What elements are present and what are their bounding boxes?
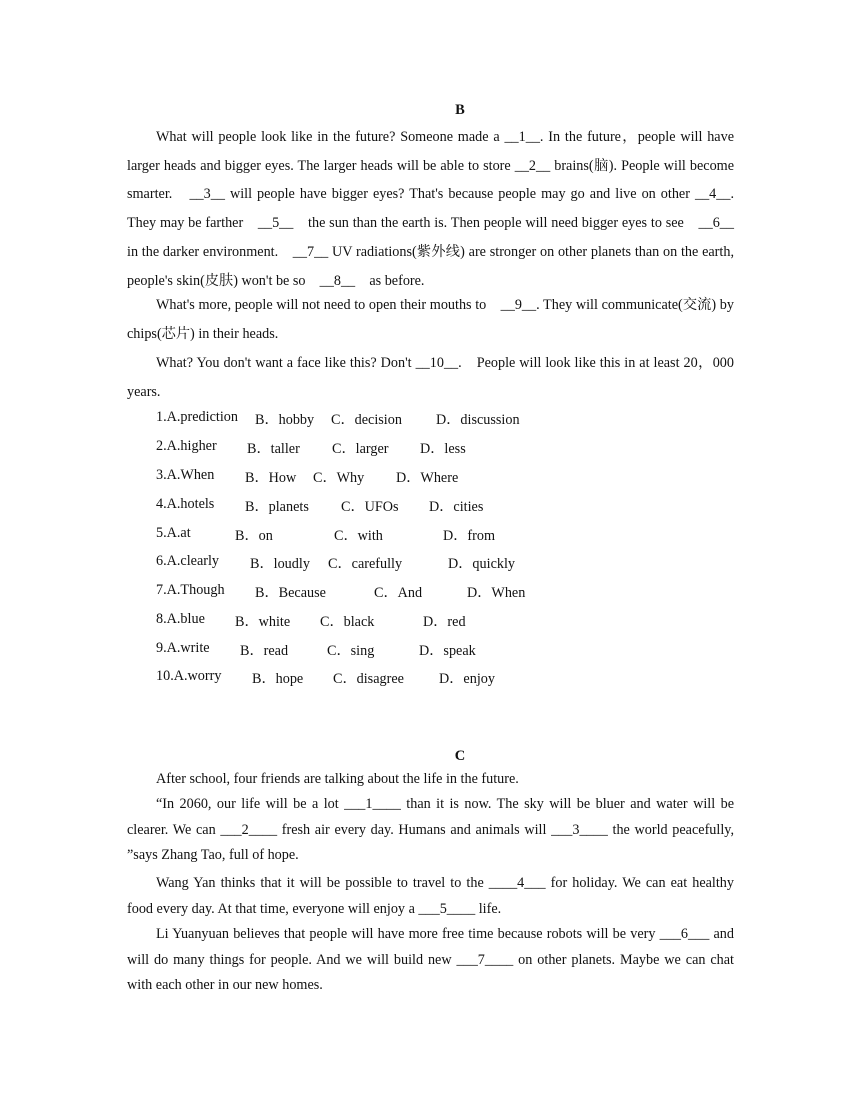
section-c-paragraph-4: Li Yuanyuan believes that people will have more free time because robots will be very ___6___ and will do many things for people. And we will build new ___7____ on other planets. Maybe we can chat with each other in our new homes. — [127, 926, 734, 994]
section-c-paragraph-1: After school, four friends are talking about the life in the future. — [156, 771, 519, 787]
option-9-b: B．read — [240, 643, 289, 659]
option-1-c: C．decision — [331, 412, 402, 428]
option-7-b: B．Because — [255, 585, 326, 601]
option-1-b: B．hobby — [255, 412, 315, 428]
option-10-c: C．disagree — [333, 671, 404, 687]
option-2-d: D．less — [420, 441, 466, 457]
option-2-b: B．taller — [247, 441, 300, 457]
option-4-d: D．cities — [429, 499, 484, 515]
option-9-a: 9.A.write — [156, 640, 210, 656]
option-4-a: 4.A.hotels — [156, 496, 215, 512]
option-2-c: C．larger — [332, 441, 389, 457]
section-b-paragraph-2: What's more, people will not need to open their mouths to __9__. They will communicate(交流) by chips(芯片) in their heads. — [127, 297, 734, 342]
option-5-d: D．from — [443, 528, 496, 544]
section-c-title: C — [454, 748, 466, 764]
option-3-a: 3.A.When — [156, 467, 215, 483]
option-10-a: 10.A.worry — [156, 668, 222, 684]
option-1-d: D．discussion — [436, 412, 520, 428]
option-9-d: D．speak — [419, 643, 476, 659]
option-6-b: B．loudly — [250, 556, 310, 572]
section-b-title: B — [455, 102, 465, 118]
section-c-paragraph-3: Wang Yan thinks that it will be possible to travel to the ____4___ for holiday. We can eat healthy food every day. At that time, everyone will enjoy a ___5____ life. — [127, 875, 734, 917]
option-2-a: 2.A.higher — [156, 438, 217, 454]
option-7-d: D．When — [467, 585, 526, 601]
section-b-paragraph-3: What? You don't want a face like this? Don't __10__. People will look like this in at least 20，000 years. — [127, 355, 734, 400]
option-8-c: C．black — [320, 614, 375, 630]
option-8-a: 8.A.blue — [156, 611, 205, 627]
option-3-c: C．Why — [313, 470, 365, 486]
option-3-d: D．Where — [396, 470, 459, 486]
option-4-b: B．planets — [245, 499, 309, 515]
option-4-c: C．UFOs — [341, 499, 399, 515]
option-10-d: D．enjoy — [439, 671, 495, 687]
section-c-paragraph-2: “In 2060, our life will be a lot ___1____ than it is now. The sky will be bluer and water will be clearer. We can ___2____ fresh air every day. Humans and animals will ___3____ the world peacefully, ”says Zhang Tao, full of hope. — [127, 796, 734, 864]
option-6-c: C．carefully — [328, 556, 403, 572]
option-6-d: D．quickly — [448, 556, 515, 572]
option-5-b: B．on — [235, 528, 273, 544]
option-7-a: 7.A.Though — [156, 582, 225, 598]
option-7-c: C．And — [374, 585, 423, 601]
option-10-b: B．hope — [252, 671, 304, 687]
option-5-a: 5.A.at — [156, 525, 191, 541]
option-5-c: C．with — [334, 528, 383, 544]
option-9-c: C．sing — [327, 643, 375, 659]
option-3-b: B．How — [245, 470, 297, 486]
section-b-paragraph-1: What will people look like in the future? Someone made a __1__. In the future，people will have larger heads and bigger eyes. The larger heads will be able to store __2__ brains(脑). People will become smarter. __3__ will people have bigger eyes? That's because people may go and live on other __4__. They may be farther __5__ the sun than the earth is. Then people will need bigger eyes to see __6__ in the darker environment. __7__ UV radiations(紫外线) are stronger on other planets than on the earth, people's skin(皮肤) won't be so __8__ as before. — [127, 129, 749, 289]
option-1-a: 1.A.prediction — [156, 409, 238, 425]
option-8-b: B．white — [235, 614, 291, 630]
option-6-a: 6.A.clearly — [156, 553, 220, 569]
option-8-d: D．red — [423, 614, 466, 630]
